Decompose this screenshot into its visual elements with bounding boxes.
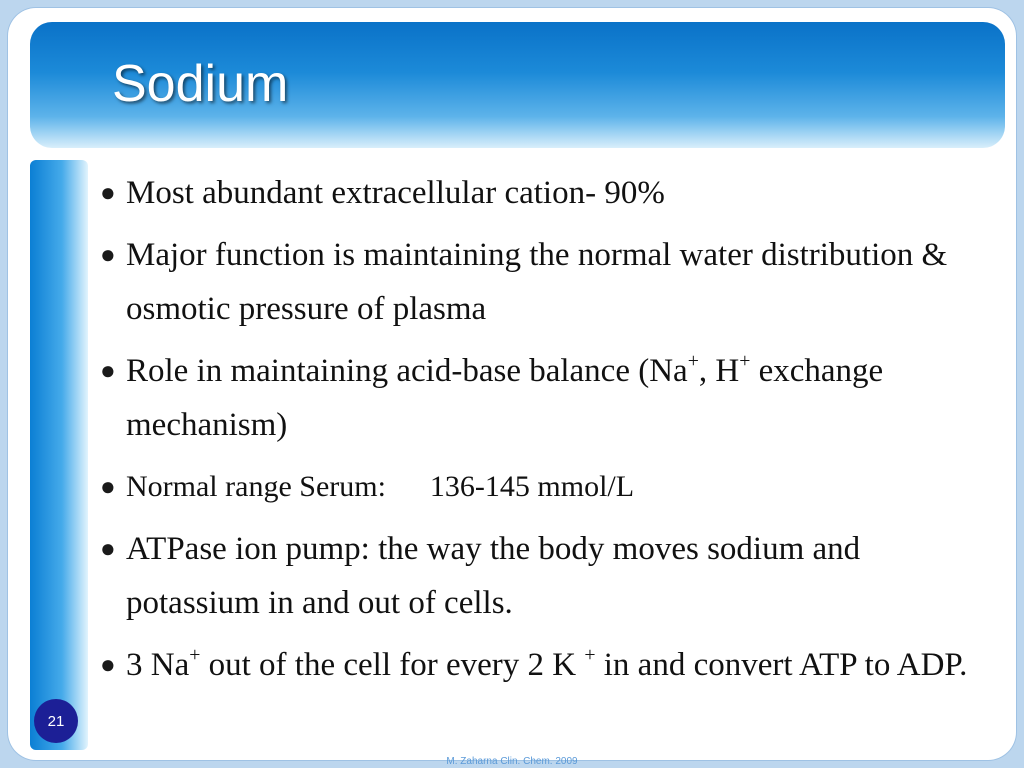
bullet-dot-icon: ● <box>100 356 116 385</box>
list-item: ● Role in maintaining acid-base balance (Na+, H+ exchange mechanism) <box>100 344 980 452</box>
normal-range-value: 136-145 mmol/L <box>429 470 635 503</box>
bullet-dot-icon: ● <box>100 240 116 269</box>
list-item: ● ATPase ion pump: the way the body moves sodium and potassium in and out of cells. <box>100 522 980 630</box>
footer-credit: M. Zaharna Clin. Chem. 2009 <box>446 756 578 767</box>
left-accent-bar <box>30 160 88 750</box>
bullet-dot-icon: ● <box>100 178 116 207</box>
list-item: ● Major function is maintaining the normal water distribution & osmotic pressure of plasma <box>100 228 980 336</box>
bullet-list <box>100 166 980 700</box>
bullet-dot-icon: ● <box>100 472 116 501</box>
list-item <box>100 460 980 514</box>
normal-range-label: Normal range Serum: <box>126 470 386 503</box>
page-number-badge: 21 <box>34 699 78 743</box>
bullet-dot-icon: ● <box>100 534 116 563</box>
slide-title: Sodium <box>112 55 289 113</box>
list-item: ● 3 Na+ out of the cell for every 2 K + in and convert ATP to ADP. <box>100 638 980 692</box>
bullet-dot-icon: ● <box>100 650 116 679</box>
list-item: ● Most abundant extracellular cation- 90% <box>100 166 980 220</box>
